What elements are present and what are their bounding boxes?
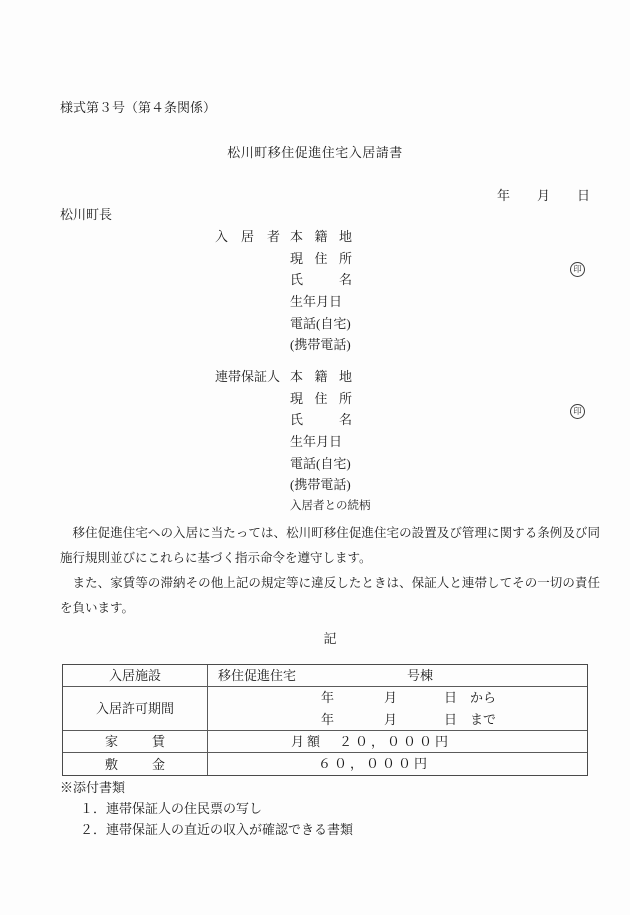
permit-from-suffix: から bbox=[470, 690, 497, 705]
permit-from-month: 月 bbox=[384, 690, 398, 705]
guarantor-row-name bbox=[215, 409, 371, 431]
guarantor-seal-icon: 印 bbox=[570, 404, 585, 419]
deposit-value-cell bbox=[208, 753, 587, 775]
attachments-section bbox=[60, 777, 353, 840]
attachment-item-2: ２．連帯保証人の直近の収入が確認できる書類 bbox=[80, 822, 354, 837]
permit-header-cell bbox=[63, 687, 208, 731]
permit-to-line bbox=[208, 709, 587, 731]
field-label-phone-mobile: (携帯電話) bbox=[290, 337, 351, 353]
field-label-phone-home: 電話(自宅) bbox=[290, 315, 351, 331]
field-label-honseki: 本籍地 bbox=[290, 369, 352, 384]
guarantor-row-birthdate bbox=[215, 431, 371, 453]
applicant-row-phone-mobile bbox=[215, 334, 352, 356]
applicant-group-label: 入 居 者 bbox=[215, 229, 281, 244]
applicant-row-name bbox=[215, 269, 352, 291]
rent-header-label: 家賃 bbox=[105, 734, 165, 749]
field-label-birthdate: 生年月日 bbox=[290, 294, 343, 310]
rent-value-cell bbox=[208, 731, 587, 753]
pledge-text bbox=[60, 521, 600, 621]
permit-value-cell bbox=[208, 687, 587, 731]
facility-value-cell bbox=[208, 665, 587, 687]
permit-from-line bbox=[208, 687, 587, 709]
attachment-item-1: １．連帯保証人の住民票の写し bbox=[80, 801, 263, 816]
guarantor-row-phone-mobile bbox=[215, 474, 371, 496]
permit-to-month: 月 bbox=[384, 712, 398, 727]
pledge-line-2: 施行規則並びにこれらに基づく指示命令を遵守します。 bbox=[60, 551, 372, 565]
permit-header-label: 入居許可期間 bbox=[95, 701, 174, 716]
date-line bbox=[497, 185, 590, 204]
guarantor-row-address bbox=[215, 388, 371, 410]
applicant-row-phone-home bbox=[215, 313, 352, 335]
rent-amount: 月額 ２０，０００円 bbox=[291, 734, 452, 749]
section-mark: 記 bbox=[323, 631, 337, 646]
field-label-relation: 入居者との続柄 bbox=[290, 500, 371, 513]
conditions-table bbox=[62, 664, 588, 776]
pledge-line-3: また、家賃等の滞納その他上記の規定等に違反したときは、保証人と連帯してその一切の責任 bbox=[60, 576, 600, 590]
permit-to-day: 日 bbox=[444, 712, 458, 727]
document-title: 松川町移住促進住宅入居請書 bbox=[227, 145, 403, 160]
field-label-birthdate: 生年月日 bbox=[290, 434, 343, 450]
pledge-line-4: を負います。 bbox=[60, 601, 135, 615]
guarantor-row-relation bbox=[215, 496, 371, 517]
guarantor-row-phone-home bbox=[215, 453, 371, 475]
field-label-phone-mobile: (携帯電話) bbox=[290, 477, 351, 493]
field-label-address: 現住所 bbox=[290, 390, 352, 406]
addressee: 松川町長 bbox=[60, 207, 113, 222]
deposit-amount: ６０，０００円 bbox=[318, 756, 431, 771]
field-label-honseki: 本籍地 bbox=[290, 229, 352, 244]
rent-header-cell bbox=[63, 731, 208, 753]
date-month-label: 月 bbox=[537, 188, 551, 203]
field-label-name: 氏名 bbox=[290, 272, 352, 288]
form-number: 様式第３号（第４条関係） bbox=[60, 100, 217, 115]
facility-header-cell bbox=[63, 665, 208, 687]
guarantor-section bbox=[215, 366, 371, 517]
deposit-header-label: 敷金 bbox=[105, 756, 165, 772]
pledge-line-1: 移住促進住宅への入居に当たっては、松川町移住促進住宅の設置及び管理に関する条例及び同 bbox=[60, 526, 600, 540]
applicant-seal-icon: 印 bbox=[570, 262, 585, 277]
permit-from-year: 年 bbox=[321, 690, 335, 705]
date-day-label: 日 bbox=[577, 188, 591, 203]
date-year-label: 年 bbox=[497, 188, 511, 203]
permit-from-day: 日 bbox=[444, 690, 458, 705]
field-label-name: 氏名 bbox=[290, 412, 352, 428]
permit-to-year: 年 bbox=[321, 712, 335, 727]
applicant-row-honseki bbox=[215, 226, 352, 248]
facility-unit-suffix: 号棟 bbox=[407, 668, 434, 683]
applicant-row-address bbox=[215, 248, 352, 270]
deposit-header-cell bbox=[63, 753, 208, 775]
applicant-row-birthdate bbox=[215, 291, 352, 313]
guarantor-group-label: 連帯保証人 bbox=[215, 369, 281, 384]
permit-to-suffix: まで bbox=[470, 712, 497, 727]
attachments-label: ※添付書類 bbox=[60, 780, 126, 795]
field-label-address: 現住所 bbox=[290, 250, 352, 266]
facility-name: 移住促進住宅 bbox=[218, 668, 297, 683]
field-label-phone-home: 電話(自宅) bbox=[290, 455, 351, 471]
facility-header-label: 入居施設 bbox=[108, 668, 161, 683]
guarantor-row-honseki bbox=[215, 366, 371, 388]
applicant-section bbox=[215, 226, 352, 356]
